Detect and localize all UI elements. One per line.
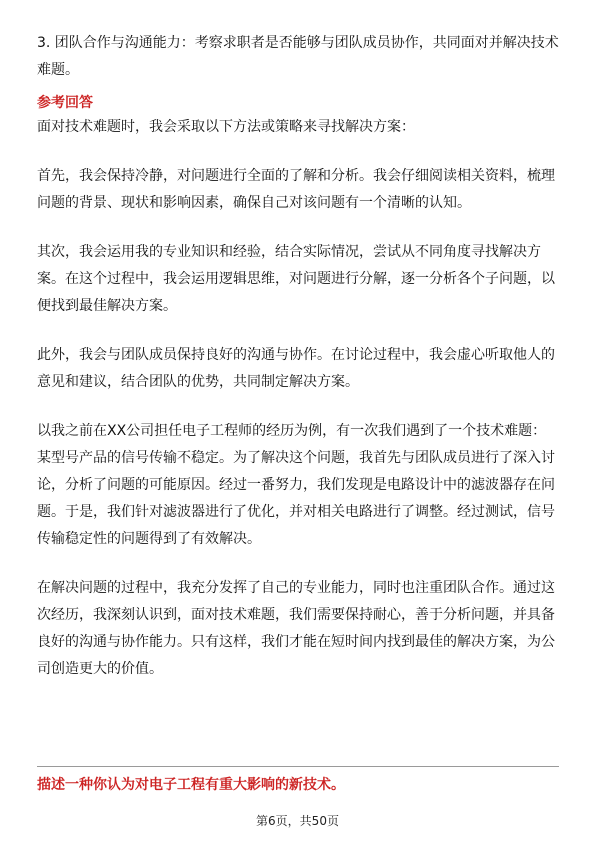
- question-text: 3. 团队合作与沟通能力：考察求职者是否能够与团队成员协作，共同面对并解决技术难题。: [37, 35, 559, 78]
- reference-answer-label: 参考回答: [37, 95, 93, 111]
- answer-paragraph-first: 首先，我会保持冷静，对问题进行全面的了解和分析。我会仔细阅读相关资料，梳理问题的背景、现状和影响因素，确保自己对该问题有一个清晰的认知。: [37, 168, 555, 211]
- next-question-heading: 描述一种你认为对电子工程有重大影响的新技术。: [37, 777, 345, 793]
- answer-paragraph-conclusion: 在解决问题的过程中，我充分发挥了自己的专业能力，同时也注重团队合作。通过这次经历，我深刻认识到，面对技术难题，我们需要保持耐心，善于分析问题，并具备良好的沟通与协作能力。只有这样，我们才能在短时间内找到最佳的解决方案，为公司创造更大的价值。: [37, 580, 555, 677]
- answer-paragraph-intro: 面对技术难题时，我会采取以下方法或策略来寻找解决方案：: [37, 119, 415, 135]
- page-number-footer: 第6页，共50页: [256, 814, 339, 828]
- answer-paragraph-third: 此外，我会与团队成员保持良好的沟通与协作。在讨论过程中，我会虚心听取他人的意见和建议，结合团队的优势，共同制定解决方案。: [37, 347, 555, 390]
- answer-paragraph-example: 以我之前在XX公司担任电子工程师的经历为例，有一次我们遇到了一个技术难题：某型号产品的信号传输不稳定。为了解决这个问题，我首先与团队成员进行了深入讨论，分析了问题的可能原因。经过一番努力，我们发现是电路设计中的滤波器存在问题。于是，我们针对滤波器进行了优化，并对相关电路进行了调整。经过测试，信号传输稳定性的问题得到了有效解决。: [37, 423, 555, 547]
- section-divider: [37, 766, 559, 767]
- answer-content: [37, 30, 559, 705]
- answer-paragraph-second: 其次，我会运用我的专业知识和经验，结合实际情况，尝试从不同角度寻找解决方案。在这个过程中，我会运用逻辑思维，对问题进行分解，逐一分析各个子问题，以便找到最佳解决方案。: [37, 244, 555, 314]
